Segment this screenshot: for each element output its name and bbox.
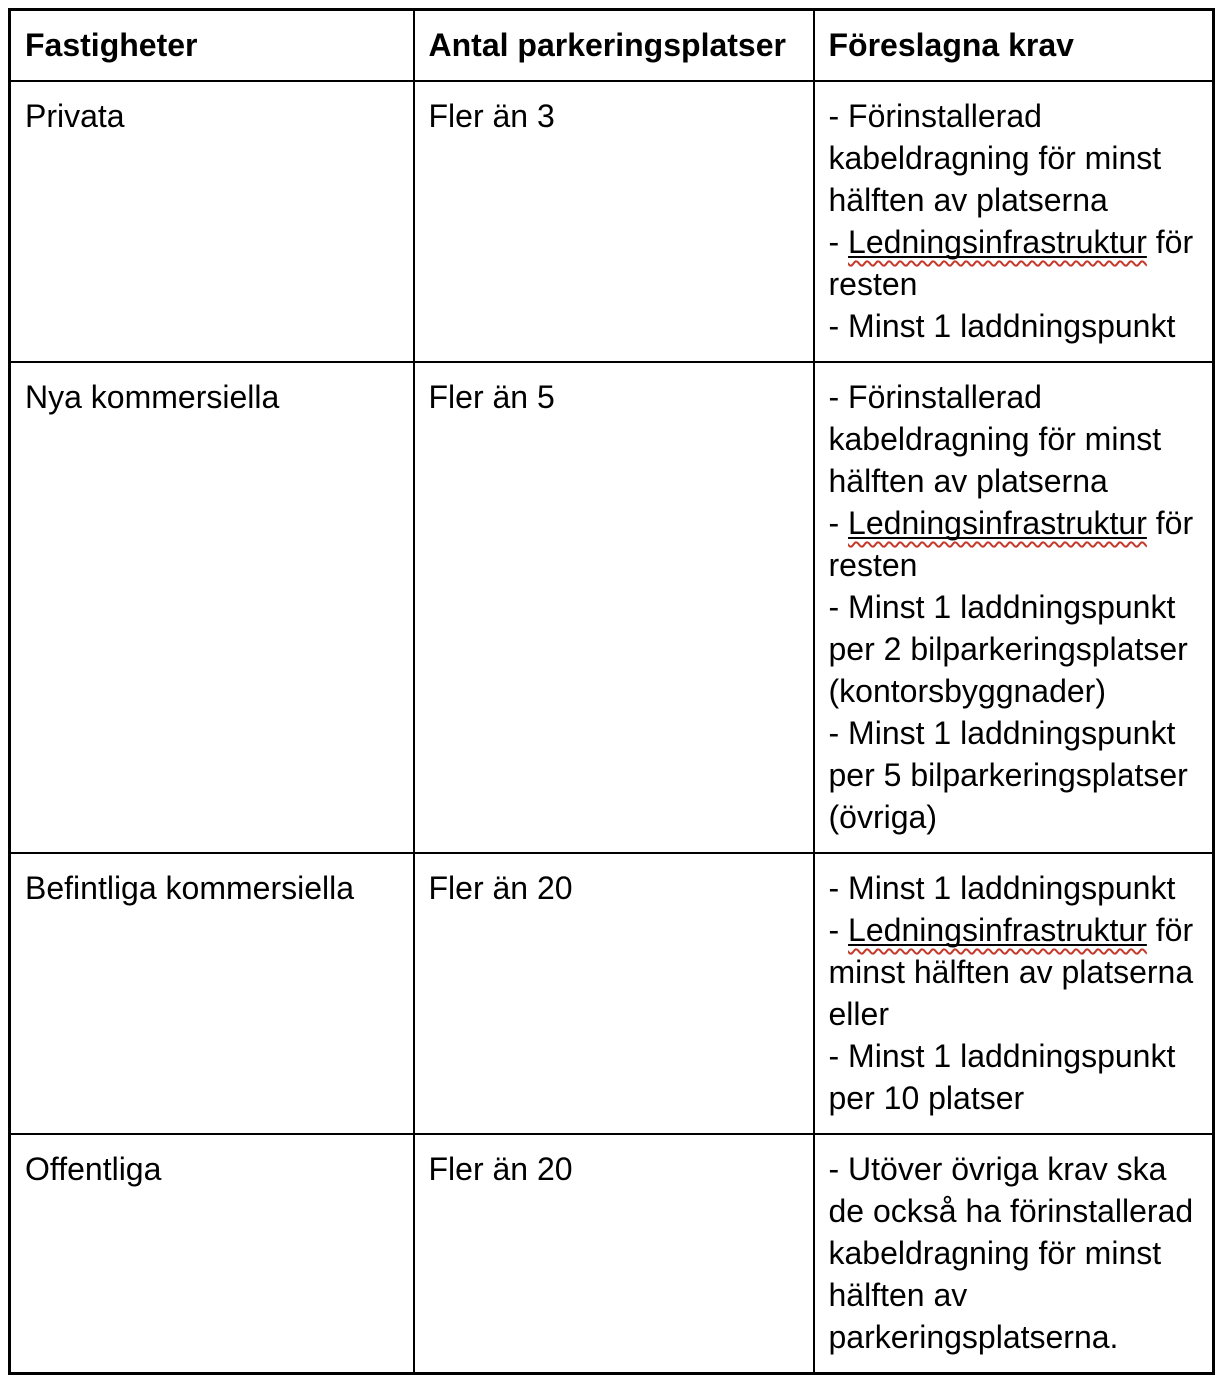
requirement-item bbox=[829, 376, 1201, 502]
requirement-item bbox=[829, 305, 1201, 347]
text-segment: - Minst 1 laddningspunkt bbox=[828, 308, 1176, 344]
column-header-fastigheter: Fastigheter bbox=[10, 10, 414, 82]
table-row bbox=[10, 362, 1214, 853]
text-segment: - bbox=[828, 224, 849, 260]
column-header-antal-parkeringsplatser: Antal parkeringsplatser bbox=[414, 10, 814, 82]
text-segment: - bbox=[828, 505, 849, 541]
requirement-item bbox=[829, 1148, 1201, 1358]
text-segment: - bbox=[828, 912, 849, 948]
property-cell: Offentliga bbox=[10, 1134, 414, 1374]
requirement-item bbox=[829, 95, 1201, 221]
underlined-text bbox=[848, 912, 1147, 948]
text-segment: - Minst 1 laddningspunkt bbox=[828, 870, 1176, 906]
requirement-item bbox=[829, 586, 1201, 712]
property-cell: Befintliga kommersiella bbox=[10, 853, 414, 1134]
table-row bbox=[10, 853, 1214, 1134]
text-segment: för resten bbox=[828, 505, 1194, 583]
header-row bbox=[10, 10, 1214, 82]
parking-count-cell: Fler än 3 bbox=[414, 81, 814, 362]
text-segment: - Utöver övriga krav ska de också ha förinstallerad kabeldragning för minst hälften av parkeringsplatserna. bbox=[828, 1151, 1194, 1355]
property-cell: Privata bbox=[10, 81, 414, 362]
text-segment: - Minst 1 laddningspunkt per 5 bilparkeringsplatser (övriga) bbox=[828, 715, 1188, 835]
table-row bbox=[10, 1134, 1214, 1374]
text-segment: för minst hälften av platserna eller bbox=[828, 912, 1194, 1032]
table-body bbox=[10, 81, 1214, 1374]
property-cell: Nya kommersiella bbox=[10, 362, 414, 853]
requirement-item bbox=[829, 867, 1201, 909]
misspelled-word: Ledningsinfrastruktur bbox=[848, 224, 1147, 260]
requirements-cell bbox=[814, 853, 1214, 1134]
text-segment: - Minst 1 laddningspunkt per 10 platser bbox=[828, 1038, 1176, 1116]
table-row bbox=[10, 81, 1214, 362]
parking-count-cell: Fler än 20 bbox=[414, 853, 814, 1134]
requirement-item bbox=[829, 221, 1201, 305]
misspelled-word: Ledningsinfrastruktur bbox=[848, 912, 1147, 948]
text-segment: för resten bbox=[828, 224, 1194, 302]
requirement-item bbox=[829, 909, 1201, 1035]
parking-count-cell: Fler än 20 bbox=[414, 1134, 814, 1374]
requirement-item bbox=[829, 712, 1201, 838]
underlined-text bbox=[848, 505, 1147, 541]
requirements-cell bbox=[814, 1134, 1214, 1374]
parking-requirements-table bbox=[8, 8, 1215, 1375]
requirement-item bbox=[829, 1035, 1201, 1119]
misspelled-word: Ledningsinfrastruktur bbox=[848, 505, 1147, 541]
column-header-foreslagna-krav: Föreslagna krav bbox=[814, 10, 1214, 82]
text-segment: - Förinstallerad kabeldragning för minst hälften av platserna bbox=[828, 379, 1162, 499]
requirement-item bbox=[829, 502, 1201, 586]
requirements-cell bbox=[814, 81, 1214, 362]
text-segment: - Minst 1 laddningspunkt per 2 bilparkeringsplatser (kontorsbyggnader) bbox=[828, 589, 1188, 709]
parking-count-cell: Fler än 5 bbox=[414, 362, 814, 853]
underlined-text bbox=[848, 224, 1147, 260]
text-segment: - Förinstallerad kabeldragning för minst hälften av platserna bbox=[828, 98, 1162, 218]
requirements-cell bbox=[814, 362, 1214, 853]
